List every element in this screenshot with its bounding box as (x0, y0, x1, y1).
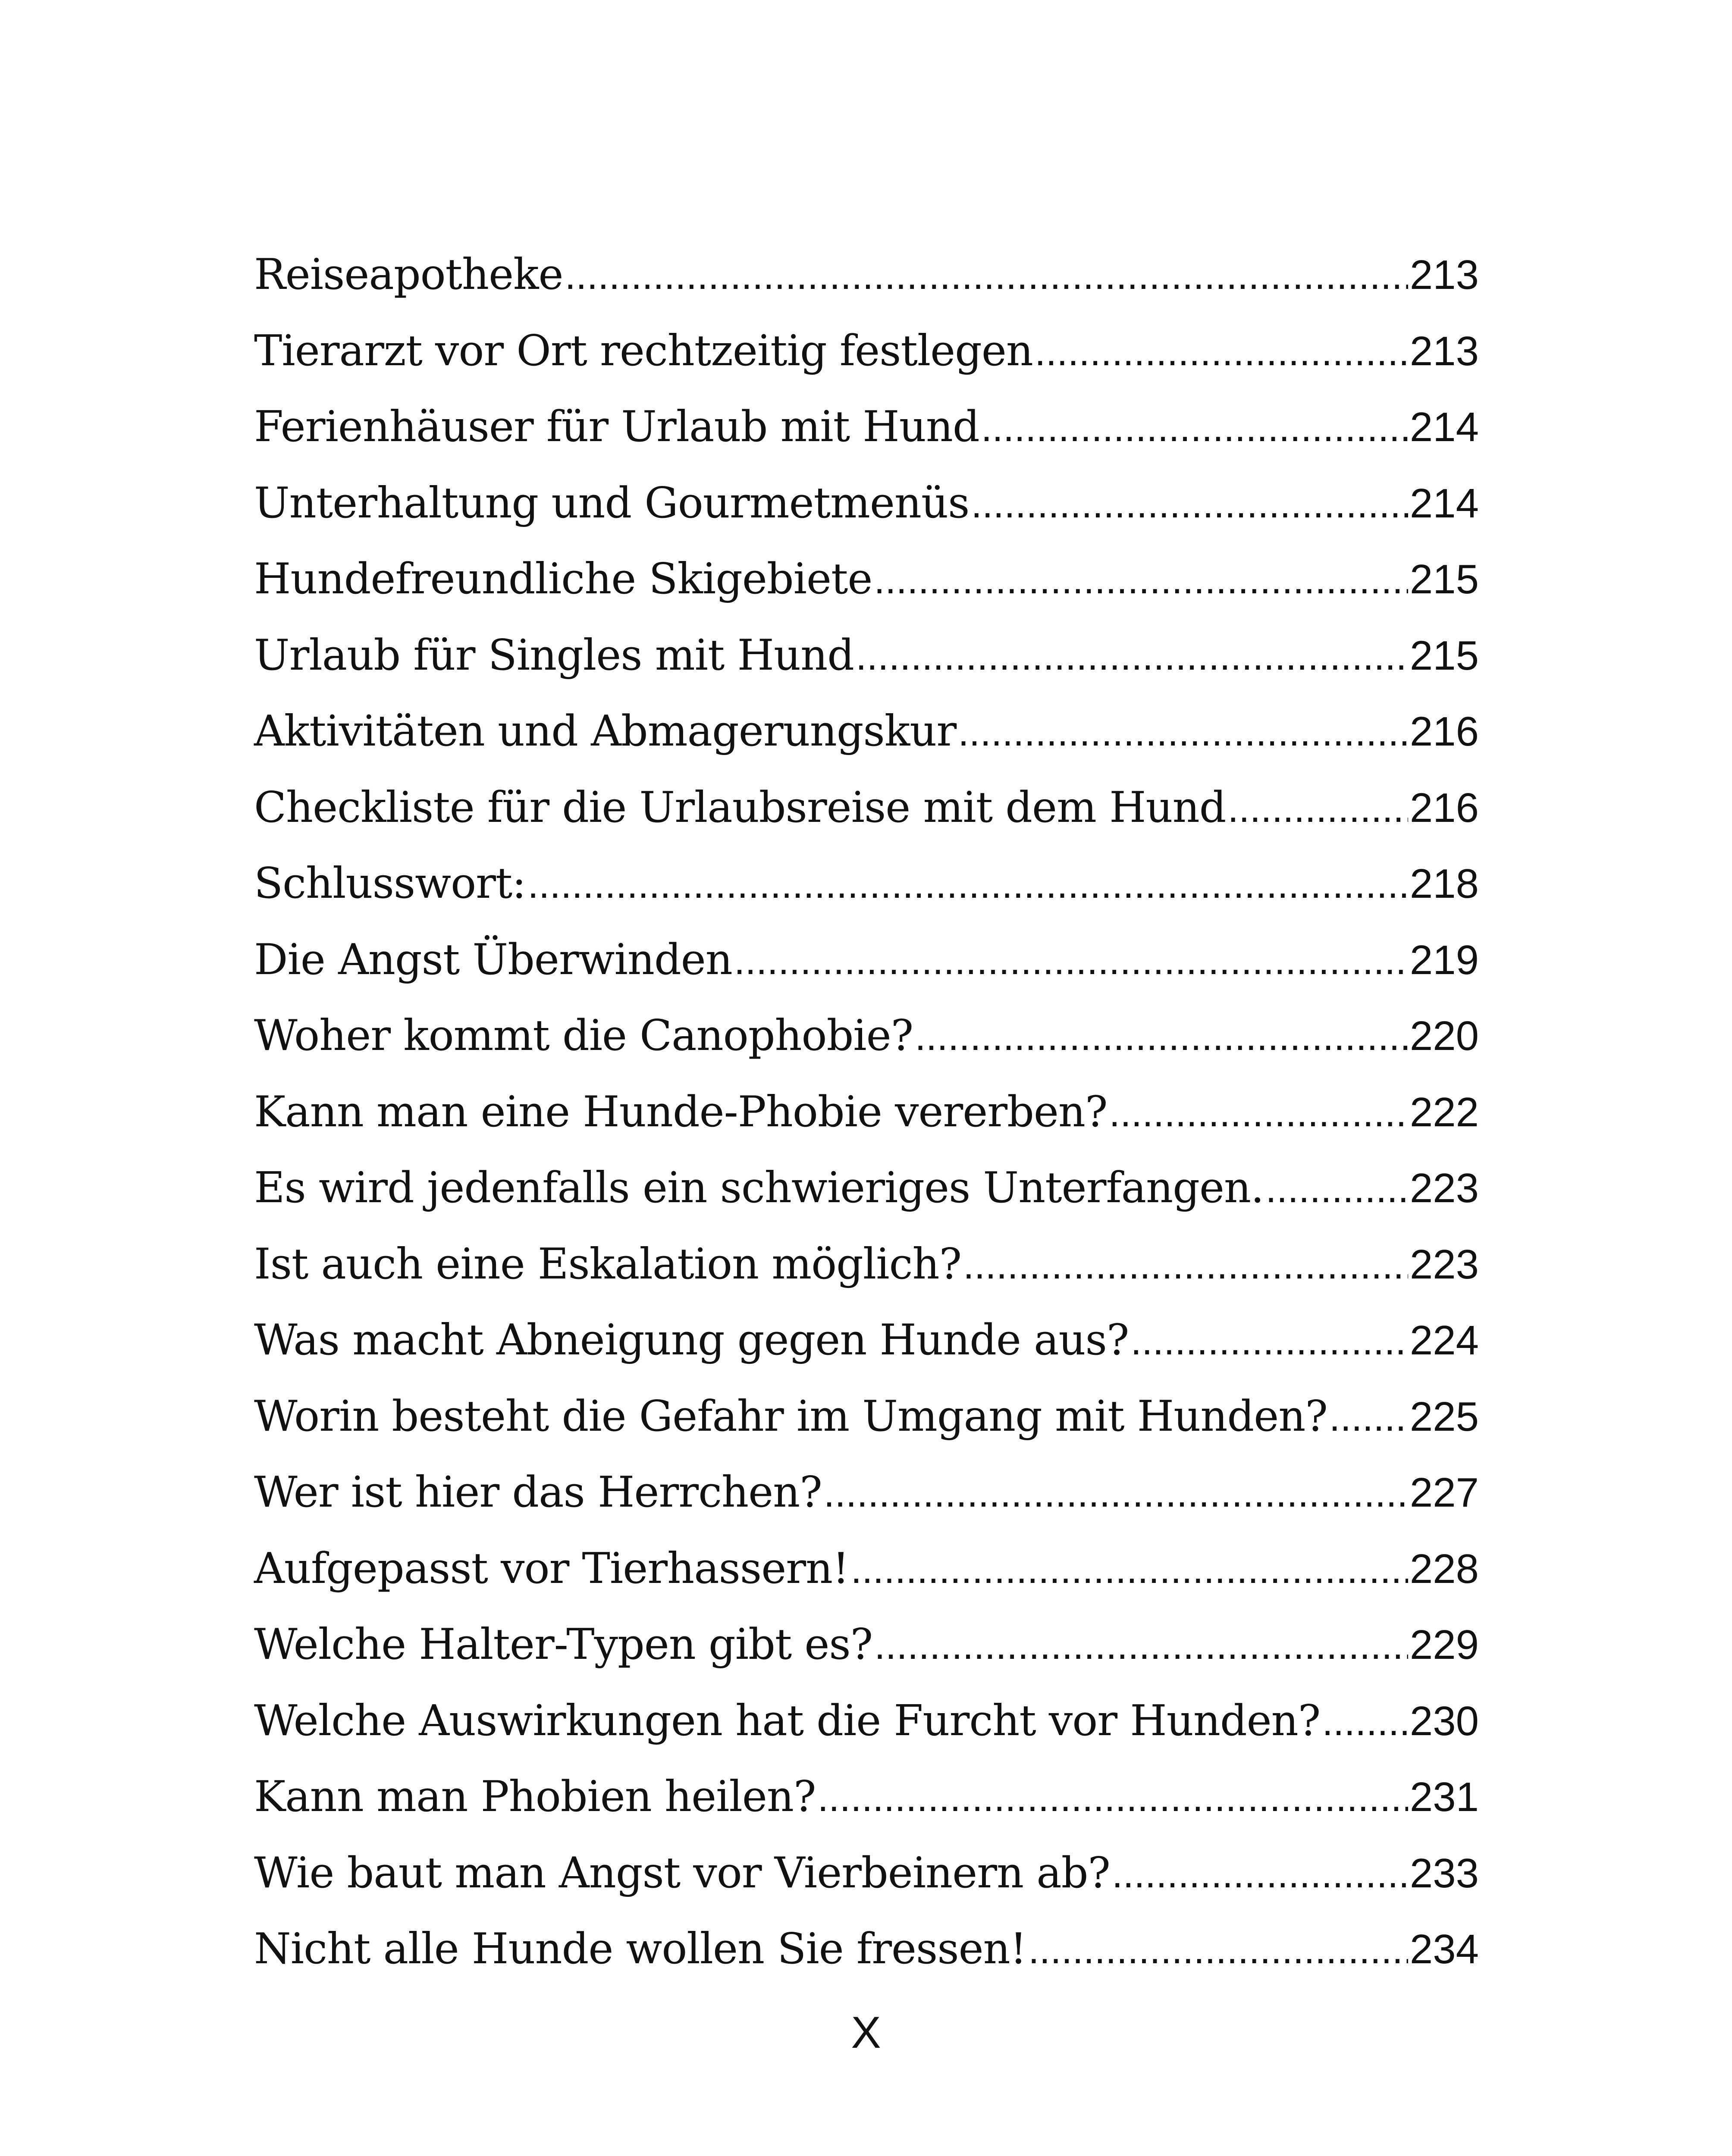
toc-dot-leader (527, 862, 1408, 907)
toc-entry-title: Tierarzt vor Ort rechtzeitig festlegen (254, 326, 1033, 376)
toc-dot-leader (851, 1547, 1408, 1592)
toc-entry-title: Ferienhäuser für Urlaub mit Hund (254, 402, 979, 451)
toc-entry-title: Reiseapotheke (254, 250, 563, 299)
toc-entry-page-number: 223 (1409, 1241, 1479, 1288)
toc-entry-page-number: 231 (1409, 1774, 1479, 1820)
toc-dot-leader (1035, 329, 1408, 375)
toc-entry-title: Es wird jedenfalls ein schwieriges Unterfangen. (254, 1163, 1264, 1213)
toc-entry-title: Schlusswort: (254, 859, 526, 908)
toc-entry-title: Nicht alle Hunde wollen Sie fressen! (254, 1924, 1027, 1974)
toc-dot-leader (856, 634, 1408, 679)
toc-dot-leader (1329, 1395, 1408, 1440)
toc-entry (254, 631, 1479, 707)
toc-dot-leader (818, 1775, 1408, 1821)
toc-entry-title: Ist auch eine Eskalation möglich? (254, 1239, 962, 1289)
toc-entry-title: Unterhaltung und Gourmetmenüs (254, 478, 970, 528)
toc-entry-title: Kann man eine Hunde-Phobie vererben? (254, 1087, 1108, 1137)
toc-entry-page-number: 228 (1409, 1545, 1479, 1592)
toc-dot-leader (1322, 1699, 1408, 1745)
toc-entry (254, 1163, 1479, 1240)
toc-dot-leader (981, 405, 1408, 451)
table-of-contents (254, 250, 1479, 2001)
toc-entry-title: Was macht Abneigung gegen Hunde aus? (254, 1316, 1129, 1365)
toc-entry-page-number: 218 (1409, 861, 1479, 907)
toc-entry (254, 555, 1479, 631)
toc-entry (254, 326, 1479, 403)
toc-entry-title: Welche Halter-Typen gibt es? (254, 1620, 873, 1669)
toc-entry-page-number: 233 (1409, 1850, 1479, 1896)
toc-entry-title: Welche Auswirkungen hat die Furcht vor Hunden? (254, 1696, 1321, 1745)
toc-entry-title: Aufgepasst vor Tierhassern! (254, 1544, 849, 1593)
toc-entry-page-number: 216 (1409, 708, 1479, 755)
toc-entry-title: Die Angst Überwinden (254, 935, 732, 984)
toc-entry-title: Hundefreundliche Skigebiete (254, 555, 872, 604)
toc-entry (254, 1772, 1479, 1849)
toc-entry (254, 1392, 1479, 1468)
toc-dot-leader (1112, 1852, 1408, 1897)
toc-entry-page-number: 225 (1409, 1393, 1479, 1440)
toc-dot-leader (958, 710, 1408, 755)
toc-entry-page-number: 229 (1409, 1622, 1479, 1668)
toc-entry (254, 1468, 1479, 1544)
toc-dot-leader (1265, 1166, 1408, 1212)
toc-dot-leader (565, 253, 1408, 298)
toc-entry-page-number: 220 (1409, 1013, 1479, 1059)
toc-entry-page-number: 234 (1409, 1926, 1479, 1972)
toc-entry-title: Checkliste für die Urlaubsreise mit dem Hund (254, 783, 1226, 832)
toc-entry (254, 935, 1479, 1012)
toc-entry (254, 402, 1479, 479)
toc-entry-page-number: 215 (1409, 556, 1479, 602)
toc-entry-page-number: 213 (1409, 252, 1479, 298)
toc-entry-title: Aktivitäten und Abmagerungskur (254, 707, 957, 756)
page-number: X (851, 2008, 881, 2058)
toc-dot-leader (874, 558, 1408, 603)
toc-entry-title: Urlaub für Singles mit Hund (254, 630, 854, 680)
toc-entry-page-number: 214 (1409, 404, 1479, 450)
toc-entry (254, 707, 1479, 783)
toc-dot-leader (1228, 786, 1408, 831)
toc-entry (254, 1849, 1479, 1925)
toc-dot-leader (1028, 1927, 1408, 1973)
toc-entry-page-number: 223 (1409, 1165, 1479, 1211)
toc-entry (254, 1924, 1479, 2001)
toc-entry (254, 1316, 1479, 1392)
toc-entry (254, 783, 1479, 859)
toc-entry-page-number: 227 (1409, 1470, 1479, 1516)
toc-entry-page-number: 222 (1409, 1089, 1479, 1135)
toc-dot-leader (963, 1243, 1408, 1288)
toc-entry-title: Kann man Phobien heilen? (254, 1772, 816, 1821)
toc-entry-page-number: 216 (1409, 784, 1479, 831)
toc-entry (254, 1087, 1479, 1164)
toc-dot-leader (971, 482, 1408, 527)
toc-entry (254, 1011, 1479, 1087)
toc-entry-page-number: 219 (1409, 937, 1479, 983)
toc-dot-leader (734, 938, 1408, 984)
toc-entry (254, 1240, 1479, 1316)
toc-dot-leader (915, 1014, 1408, 1059)
toc-entry-title: Worin besteht die Gefahr im Umgang mit Hunden? (254, 1391, 1327, 1441)
toc-dot-leader (874, 1623, 1408, 1668)
toc-entry-page-number: 215 (1409, 632, 1479, 679)
toc-entry (254, 859, 1479, 935)
toc-dot-leader (824, 1471, 1408, 1516)
toc-dot-leader (1109, 1091, 1408, 1136)
toc-entry (254, 250, 1479, 326)
toc-entry-title: Woher kommt die Canophobie? (254, 1011, 913, 1060)
toc-entry-title: Wie baut man Angst vor Vierbeinern ab? (254, 1848, 1110, 1898)
toc-entry-page-number: 230 (1409, 1698, 1479, 1744)
toc-entry (254, 1696, 1479, 1773)
toc-entry (254, 1620, 1479, 1696)
toc-entry-title: Wer ist hier das Herrchen? (254, 1468, 822, 1517)
toc-dot-leader (1130, 1319, 1408, 1364)
toc-entry-page-number: 214 (1409, 480, 1479, 526)
toc-entry (254, 1544, 1479, 1620)
toc-entry-page-number: 224 (1409, 1317, 1479, 1363)
toc-entry-page-number: 213 (1409, 328, 1479, 374)
toc-entry (254, 479, 1479, 555)
